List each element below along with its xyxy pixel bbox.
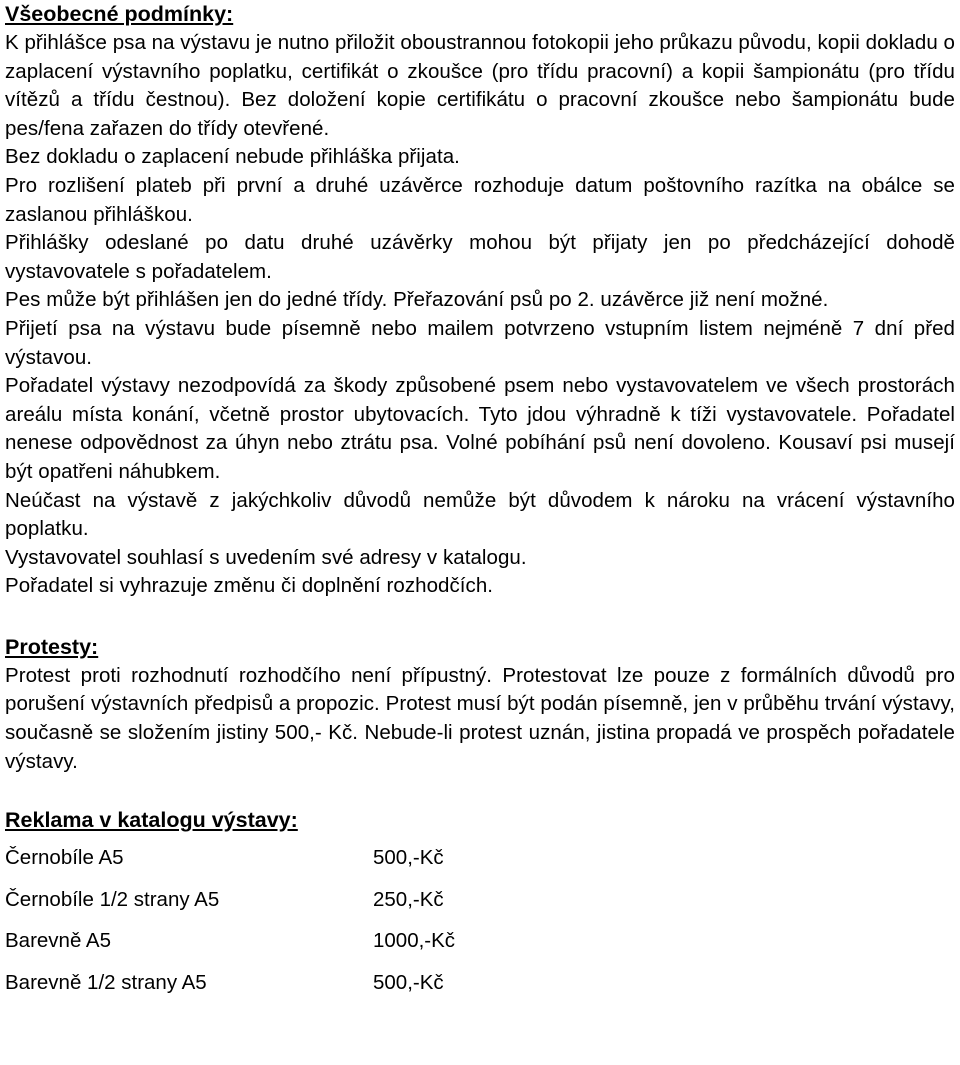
- price-item-label: Barevně 1/2 strany A5: [5, 970, 207, 994]
- general-conditions-section: [5, 0, 955, 601]
- price-row: [5, 962, 955, 1004]
- general-conditions-heading: Všeobecné podmínky:: [5, 2, 234, 26]
- paragraph: Vystavovatel souhlasí s uvedením své adresy v katalogu.: [5, 545, 527, 569]
- price-item-label: Černobíle 1/2 strany A5: [5, 887, 220, 911]
- paragraph: Bez dokladu o zaplacení nebude přihláška přijata.: [5, 145, 460, 169]
- protests-section: [5, 633, 955, 776]
- price-item-label: Černobíle A5: [5, 846, 124, 869]
- price-item-label: Barevně A5: [5, 929, 111, 952]
- advertising-section: [5, 806, 955, 1003]
- paragraph: Protest proti rozhodnutí rozhodčího není přípustný. Protestovat lze pouze z formálních důvodů pro porušení výstavních předpisů a propozic. Protest musí být podán písemně, jen v průběhu trvání výstavy, současně se složením jistiny 500,- Kč. Nebude-li protest uznán, jistina propadá ve prospěch pořadatele výstavy.: [5, 663, 955, 773]
- paragraph: Pes může být přihlášen jen do jedné třídy. Přeřazování psů po 2. uzávěrce již není možné.: [5, 288, 829, 312]
- price-row: [5, 879, 955, 921]
- price-item-value: 1000,-Kč: [373, 929, 456, 952]
- price-row: [5, 920, 955, 962]
- paragraph: Pořadatel výstavy nezodpovídá za škody způsobené psem nebo vystavovatelem ve všech prostorách areálu místa konání, včetně prostor ubytovacích. Tyto jdou výhradně k tíži vystavovatele. Pořadatel nenese odpovědnost za úhyn nebo ztrátu psa. Volné pobíhání psů není dovoleno. Kousaví psi musejí být opatřeni náhubkem.: [5, 374, 955, 483]
- section-gap: [5, 601, 955, 633]
- document-page: [5, 0, 955, 1003]
- paragraph: Neúčast na výstavě z jakýchkoliv důvodů nemůže být důvodem k nároku na vrácení výstavního poplatku.: [5, 488, 955, 541]
- section-gap: [5, 776, 955, 806]
- price-list: [5, 837, 955, 1003]
- paragraph: K přihlášce psa na výstavu je nutno přiložit oboustrannou fotokopii jeho průkazu původu, kopii dokladu o zaplacení výstavního poplatku, certifikát o zkoušce (pro třídu pracovní) a kopii šampionátu (pro třídu vítězů a třídu čestnou). Bez doložení kopie certifikátu o pracovní zkoušce nebo šampionátu bude pes/fena zařazen do třídy otevřené.: [5, 31, 955, 140]
- paragraph: Přihlášky odeslané po datu druhé uzávěrky mohou být přijaty jen po předcházející dohodě vystavovatele s pořadatelem.: [5, 231, 955, 283]
- protests-heading: Protesty:: [5, 634, 99, 659]
- price-item-value: 500,-Kč: [373, 846, 444, 869]
- advertising-heading: Reklama v katalogu výstavy:: [5, 808, 298, 833]
- paragraph: Přijetí psa na výstavu bude písemně nebo mailem potvrzeno vstupním listem nejméně 7 dní před výstavou.: [5, 316, 955, 369]
- price-item-value: 250,-Kč: [373, 887, 444, 911]
- price-item-value: 500,-Kč: [373, 970, 444, 994]
- paragraph: Pořadatel si vyhrazuje změnu či doplnění rozhodčích.: [5, 574, 494, 598]
- paragraph: Pro rozlišení plateb při první a druhé uzávěrce rozhoduje datum poštovního razítka na obálce se zaslanou přihláškou.: [5, 173, 955, 226]
- price-row: [5, 837, 955, 879]
